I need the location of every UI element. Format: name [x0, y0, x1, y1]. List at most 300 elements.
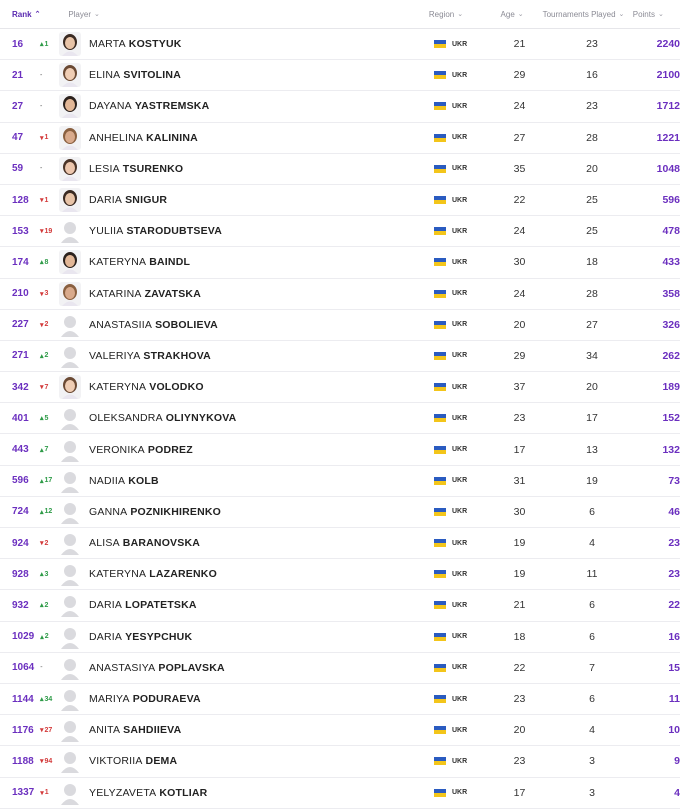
chevron-down-icon: ⌄ [618, 11, 625, 18]
age-value: 30 [513, 256, 526, 269]
tournaments-value: 27 [586, 318, 598, 331]
age-cell [497, 787, 542, 799]
region-code: UKR [452, 477, 468, 485]
player-cell[interactable] [57, 157, 422, 181]
rank-cell [0, 350, 57, 361]
region-cell [422, 102, 497, 110]
last-name: VOLODKO [149, 381, 204, 394]
table-row[interactable] [0, 310, 680, 341]
tournaments-cell [542, 475, 642, 487]
rank-movement [40, 72, 42, 79]
player-name-link[interactable] [89, 194, 167, 206]
player-cell[interactable] [57, 313, 422, 337]
region-code: UKR [452, 40, 468, 48]
rank-value: 27 [12, 100, 24, 112]
down-arrow-icon: ▾ [40, 228, 44, 236]
table-row[interactable] [0, 341, 680, 372]
player-name-link[interactable] [89, 475, 159, 487]
table-row[interactable] [0, 590, 680, 621]
tournaments-cell [542, 693, 642, 705]
movement-value: - [40, 71, 43, 79]
age-cell [497, 350, 542, 362]
ukraine-flag-icon [434, 383, 446, 391]
table-row[interactable] [0, 497, 680, 528]
age-cell [497, 755, 542, 767]
ukraine-flag-icon [434, 601, 446, 609]
avatar-placeholder-icon [59, 687, 81, 711]
table-header [0, 0, 680, 29]
points-value: 433 [662, 256, 680, 269]
player-cell[interactable] [57, 282, 422, 306]
age-value: 37 [513, 381, 526, 394]
player-cell[interactable] [57, 219, 422, 243]
region-code: UKR [452, 352, 468, 360]
age-value: 17 [513, 443, 526, 456]
points-value: 132 [662, 443, 680, 456]
down-arrow-icon: ▾ [40, 134, 44, 142]
tournaments-cell [542, 194, 642, 206]
player-cell[interactable] [57, 500, 422, 524]
points-cell [642, 693, 680, 705]
player-name-link[interactable] [89, 412, 236, 424]
table-row[interactable] [0, 746, 680, 777]
first-name: VIKTORIIA [89, 755, 143, 768]
age-value: 29 [513, 69, 526, 82]
rank-value: 342 [12, 381, 29, 393]
points-value: 4 [674, 786, 680, 799]
age-cell [497, 256, 542, 268]
points-value: 73 [668, 474, 680, 487]
age-value: 22 [513, 661, 526, 674]
last-name: SAHDIIEVA [123, 724, 182, 737]
tournaments-value: 17 [586, 412, 598, 425]
rank-cell [0, 413, 57, 424]
rank-cell [0, 506, 57, 517]
table-row[interactable] [0, 434, 680, 465]
ukraine-flag-icon [434, 508, 446, 516]
points-value: 1048 [656, 162, 680, 175]
player-name-link[interactable] [89, 38, 182, 50]
points-value: 23 [668, 568, 680, 581]
age-cell [497, 163, 542, 175]
age-value: 20 [513, 724, 526, 737]
player-cell[interactable] [57, 344, 422, 368]
region-code: UKR [452, 321, 468, 329]
movement-value: 1 [44, 40, 49, 48]
rank-movement [40, 695, 52, 703]
table-row[interactable] [0, 528, 680, 559]
player-name-link[interactable] [89, 256, 190, 268]
movement-value: - [40, 102, 43, 110]
age-value: 21 [513, 38, 526, 51]
region-cell [422, 40, 497, 48]
tournaments-value: 11 [586, 568, 598, 581]
last-name: ZAVATSKA [144, 287, 201, 300]
player-name-link[interactable] [89, 444, 193, 456]
age-cell [497, 225, 542, 237]
player-name-link[interactable] [89, 288, 201, 300]
avatar-placeholder-icon [59, 562, 81, 586]
ukraine-flag-icon [434, 633, 446, 641]
player-name-link[interactable] [89, 506, 221, 518]
age-cell [497, 537, 542, 549]
points-value: 16 [668, 630, 680, 643]
rank-cell [0, 538, 57, 549]
last-name: YESYPCHUK [125, 630, 193, 643]
first-name: KATERYNA [89, 381, 147, 394]
sort-player-header[interactable] [56, 10, 416, 19]
region-code: UKR [452, 570, 468, 578]
ukraine-flag-icon [434, 102, 446, 110]
tournaments-value: 28 [586, 287, 598, 300]
movement-value: - [40, 664, 43, 672]
rank-value: 128 [12, 194, 29, 206]
rank-movement [40, 570, 48, 578]
sort-rank-header[interactable] [0, 10, 56, 19]
rank-cell [0, 163, 57, 174]
player-cell[interactable] [57, 781, 422, 805]
age-value: 22 [513, 194, 526, 207]
avatar-placeholder-icon [59, 406, 81, 430]
region-cell [422, 227, 497, 235]
down-arrow-icon: ▾ [40, 384, 44, 392]
points-value: 46 [668, 505, 680, 518]
table-row[interactable] [0, 60, 680, 91]
player-name-link[interactable] [89, 163, 183, 175]
sort-tournaments-header[interactable] [534, 10, 632, 19]
rank-value: 174 [12, 256, 29, 268]
region-header-label: Region [428, 9, 455, 19]
first-name: ANHELINA [89, 131, 144, 144]
points-cell [642, 256, 680, 268]
rank-movement [40, 601, 48, 609]
avatar-placeholder-icon [59, 625, 81, 649]
tournaments-cell [542, 412, 642, 424]
up-arrow-icon: ▴ [40, 633, 44, 641]
first-name: GANNA [89, 505, 128, 518]
movement-value: - [40, 165, 43, 173]
first-name: DAYANA [89, 100, 132, 113]
player-name-link[interactable] [89, 755, 177, 767]
player-name-link[interactable] [89, 787, 207, 799]
avatar [59, 32, 81, 56]
table-row[interactable] [0, 29, 680, 60]
player-name-link[interactable] [89, 724, 181, 736]
up-arrow-icon: ▴ [40, 477, 44, 485]
ukraine-flag-icon [434, 227, 446, 235]
tournaments-value: 23 [586, 100, 598, 113]
points-cell [642, 755, 680, 767]
player-cell[interactable] [57, 469, 422, 493]
rank-movement [40, 134, 48, 142]
tournaments-value: 18 [586, 256, 598, 269]
tournaments-cell [542, 506, 642, 518]
player-cell[interactable] [57, 438, 422, 462]
tournaments-value: 20 [586, 381, 598, 394]
points-value: 478 [662, 225, 680, 238]
region-cell [422, 414, 497, 422]
rank-movement [40, 227, 52, 235]
player-name-link[interactable] [89, 568, 217, 580]
player-cell[interactable] [57, 94, 422, 118]
player-cell[interactable] [57, 749, 422, 773]
table-row[interactable] [0, 684, 680, 715]
table-row[interactable] [0, 653, 680, 684]
first-name: ANITA [89, 724, 121, 737]
tournaments-header-label: Tournaments Played [542, 9, 616, 19]
points-cell [642, 475, 680, 487]
player-name-link[interactable] [89, 693, 201, 705]
avatar-placeholder-icon [59, 500, 81, 524]
age-value: 23 [513, 693, 526, 706]
player-cell[interactable] [57, 32, 422, 56]
table-row[interactable] [0, 778, 680, 809]
player-name-link[interactable] [89, 631, 192, 643]
up-arrow-icon: ▴ [40, 415, 44, 423]
rank-cell [0, 382, 57, 393]
rank-cell [0, 257, 57, 268]
tournaments-cell [542, 225, 642, 237]
last-name: LOPATETSKA [125, 599, 197, 612]
ukraine-flag-icon [434, 321, 446, 329]
avatar [59, 126, 81, 150]
player-cell[interactable] [57, 718, 422, 742]
player-name-link[interactable] [89, 537, 200, 549]
table-row[interactable] [0, 216, 680, 247]
avatar-placeholder-icon [59, 749, 81, 773]
player-name-link[interactable] [89, 662, 225, 674]
rank-value: 1029 [12, 631, 35, 643]
tournaments-cell [542, 599, 642, 611]
ukraine-flag-icon [434, 446, 446, 454]
rank-cell [0, 631, 57, 642]
movement-value: 5 [44, 414, 49, 422]
table-row[interactable] [0, 123, 680, 154]
age-cell [497, 132, 542, 144]
table-row[interactable] [0, 154, 680, 185]
points-cell [642, 350, 680, 362]
avatar [59, 94, 81, 118]
tournaments-cell [542, 724, 642, 736]
up-arrow-icon: ▴ [40, 446, 44, 454]
last-name: YASTREMSKA [134, 100, 210, 113]
table-row[interactable] [0, 715, 680, 746]
tournaments-value: 6 [589, 599, 595, 612]
sort-region-header[interactable] [416, 10, 490, 19]
rank-movement [40, 664, 42, 671]
table-row[interactable] [0, 403, 680, 434]
movement-value: 17 [44, 477, 53, 485]
points-value: 1221 [656, 131, 680, 144]
ukraine-flag-icon [434, 570, 446, 578]
down-arrow-icon: ▾ [40, 290, 44, 298]
table-row[interactable] [0, 91, 680, 122]
rank-value: 153 [12, 225, 29, 237]
region-cell [422, 695, 497, 703]
avatar [59, 188, 81, 212]
age-cell [497, 381, 542, 393]
ukraine-flag-icon [434, 290, 446, 298]
table-row[interactable] [0, 247, 680, 278]
points-cell [642, 69, 680, 81]
age-cell [497, 194, 542, 206]
avatar [59, 282, 81, 306]
movement-value: 1 [44, 789, 49, 797]
points-value: 11 [668, 693, 680, 706]
player-name-link[interactable] [89, 319, 218, 331]
region-code: UKR [452, 446, 468, 454]
tournaments-cell [542, 631, 642, 643]
player-name-link[interactable] [89, 132, 198, 144]
player-name-link[interactable] [89, 381, 204, 393]
region-code: UKR [452, 196, 468, 204]
last-name: KOTLIAR [159, 786, 208, 799]
sort-age-header[interactable] [490, 10, 534, 19]
rank-value: 724 [12, 506, 29, 518]
first-name: MARIYA [89, 693, 130, 706]
first-name: YELYZAVETA [89, 786, 157, 799]
player-cell[interactable] [57, 562, 422, 586]
tournaments-value: 28 [586, 131, 598, 144]
ukraine-flag-icon [434, 258, 446, 266]
region-code: UKR [452, 695, 468, 703]
player-name-link[interactable] [89, 69, 181, 81]
player-cell[interactable] [57, 531, 422, 555]
rank-value: 1337 [12, 787, 35, 799]
rank-value: 1188 [12, 755, 34, 767]
player-cell[interactable] [57, 656, 422, 680]
ukraine-flag-icon [434, 539, 446, 547]
table-row[interactable] [0, 279, 680, 310]
last-name: STARODUBTSEVA [126, 225, 223, 238]
rank-value: 596 [12, 475, 29, 487]
points-cell [642, 132, 680, 144]
down-arrow-icon: ▾ [40, 758, 44, 766]
region-code: UKR [452, 258, 468, 266]
first-name: KATERYNA [89, 568, 147, 581]
points-cell [642, 288, 680, 300]
age-value: 30 [513, 505, 526, 518]
player-cell[interactable] [57, 188, 422, 212]
first-name: DARIA [89, 630, 123, 643]
tournaments-cell [542, 381, 642, 393]
tournaments-cell [542, 755, 642, 767]
region-cell [422, 258, 497, 266]
rank-value: 16 [12, 38, 24, 50]
region-code: UKR [452, 539, 468, 547]
avatar-placeholder-icon [59, 656, 81, 680]
player-cell[interactable] [57, 250, 422, 274]
player-cell[interactable] [57, 625, 422, 649]
tournaments-cell [542, 69, 642, 81]
first-name: ANASTASIYA [89, 661, 156, 674]
rank-movement [40, 757, 52, 765]
tournaments-value: 4 [589, 537, 595, 550]
table-row[interactable] [0, 185, 680, 216]
rank-cell [0, 756, 57, 767]
table-row[interactable] [0, 372, 680, 403]
age-cell [497, 100, 542, 112]
player-cell[interactable] [57, 63, 422, 87]
movement-value: 3 [44, 290, 49, 298]
chevron-down-icon: ⌄ [94, 11, 100, 18]
player-name-link[interactable] [89, 350, 211, 362]
player-cell[interactable] [57, 375, 422, 399]
region-cell [422, 477, 497, 485]
player-cell[interactable] [57, 406, 422, 430]
rank-cell [0, 319, 57, 330]
down-arrow-icon: ▾ [40, 540, 44, 548]
points-cell [642, 100, 680, 112]
points-cell [642, 537, 680, 549]
points-cell [642, 631, 680, 643]
region-cell [422, 196, 497, 204]
rank-movement [40, 165, 42, 172]
up-arrow-icon: ▴ [40, 508, 44, 516]
first-name: ALISA [89, 537, 120, 550]
region-cell [422, 664, 497, 672]
first-name: DARIA [89, 599, 123, 612]
points-value: 23 [668, 537, 680, 550]
last-name: LAZARENKO [149, 568, 217, 581]
last-name: PODREZ [147, 443, 193, 456]
rank-cell [0, 70, 57, 81]
tournaments-cell [542, 100, 642, 112]
player-cell[interactable] [57, 126, 422, 150]
tournaments-cell [542, 288, 642, 300]
movement-value: 1 [44, 134, 49, 142]
first-name: YULIIA [89, 225, 124, 238]
last-name: SNIGUR [125, 194, 168, 207]
movement-value: 2 [44, 352, 49, 360]
last-name: STRAKHOVA [143, 349, 211, 362]
player-cell[interactable] [57, 687, 422, 711]
avatar-placeholder-icon [59, 438, 81, 462]
rank-cell [0, 39, 57, 50]
first-name: DARIA [89, 194, 123, 207]
player-name-link[interactable] [89, 225, 222, 237]
points-cell [642, 163, 680, 175]
avatar [59, 375, 81, 399]
region-cell [422, 134, 497, 142]
rank-value: 59 [12, 163, 24, 175]
player-cell[interactable] [57, 593, 422, 617]
age-value: 29 [513, 349, 526, 362]
table-row[interactable] [0, 622, 680, 653]
rank-cell [0, 662, 57, 673]
movement-value: 7 [44, 383, 49, 391]
age-cell [497, 319, 542, 331]
tournaments-value: 7 [589, 661, 595, 674]
age-value: 27 [513, 131, 526, 144]
movement-value: 19 [44, 227, 53, 235]
tournaments-value: 6 [589, 693, 595, 706]
sort-points-header[interactable] [633, 10, 680, 19]
table-row[interactable] [0, 466, 680, 497]
player-name-link[interactable] [89, 599, 197, 611]
tournaments-cell [542, 38, 642, 50]
points-value: 262 [662, 349, 680, 362]
rank-value: 1144 [12, 693, 34, 705]
age-cell [497, 724, 542, 736]
up-arrow-icon: ▴ [40, 259, 44, 267]
down-arrow-icon: ▾ [40, 789, 44, 797]
points-value: 189 [662, 381, 680, 394]
player-name-link[interactable] [89, 100, 209, 112]
tournaments-value: 19 [586, 474, 598, 487]
table-row[interactable] [0, 559, 680, 590]
region-cell [422, 446, 497, 454]
